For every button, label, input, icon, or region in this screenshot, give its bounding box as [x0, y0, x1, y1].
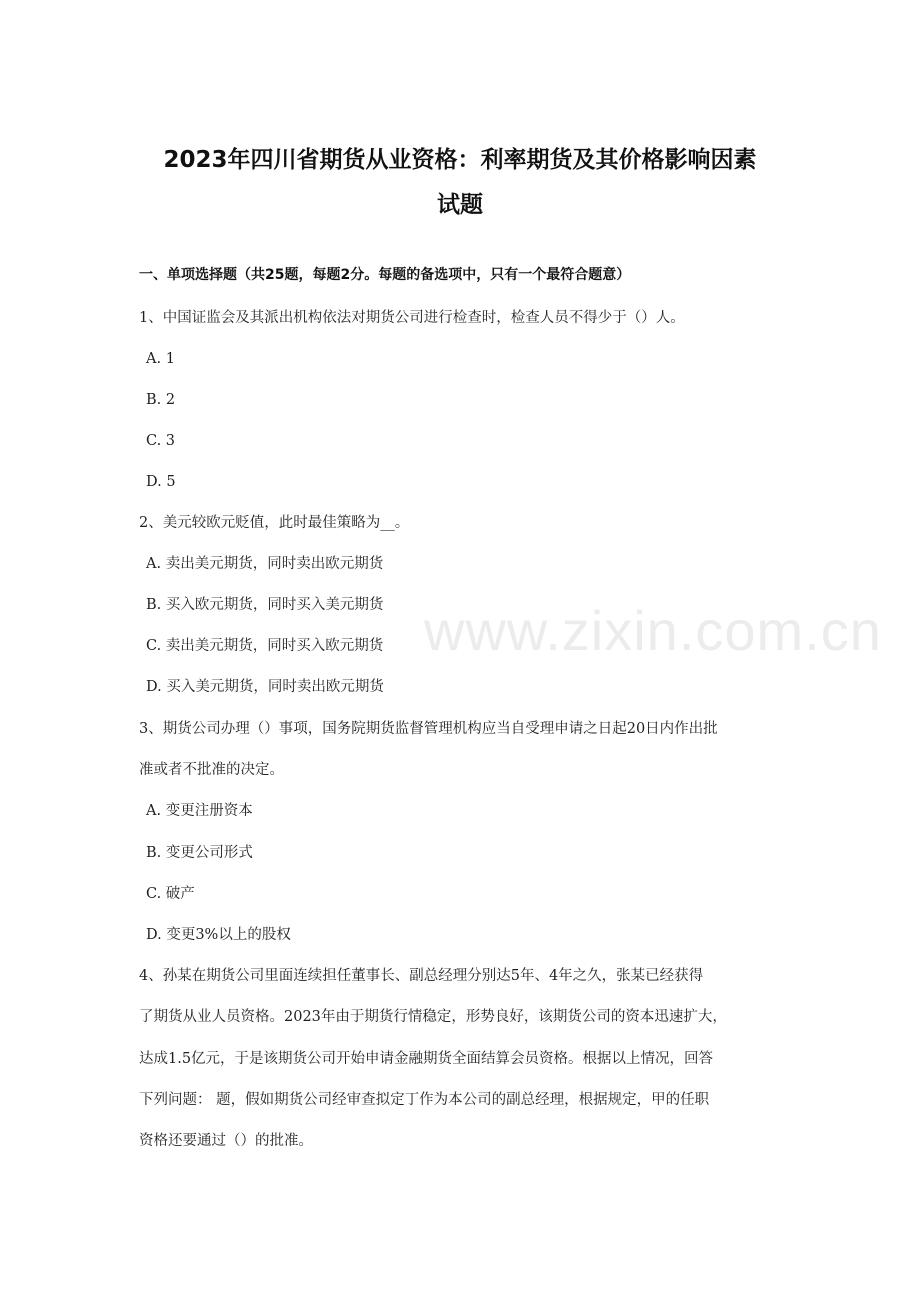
- question-2-option-a: A. 卖出美元期货，同时卖出欧元期货: [146, 556, 384, 572]
- question-4-text-line-2: 了期货从业人员资格。2023年由于期货行情稳定，形势良好，该期货公司的资本迅速扩大，: [139, 1009, 727, 1025]
- question-3-text: 3、期货公司办理（）事项，国务院期货监督管理机构应当自受理申请之日起20日内作出批: [139, 721, 718, 737]
- question-3-option-d: D. 变更3%以上的股权: [146, 927, 291, 943]
- document-title-continued: 试题: [437, 192, 483, 218]
- question-1-option-b: B. 2: [146, 392, 176, 408]
- question-1-option-d: D. 5: [146, 474, 176, 490]
- section-heading: 一、单项选择题（共25题，每题2分。每题的备选项中，只有一个最符合题意）: [139, 267, 631, 283]
- question-3-option-a: A. 变更注册资本: [146, 803, 253, 819]
- question-4-text-line-3: 达成1.5亿元，于是该期货公司开始申请金融期货全面结算会员资格。根据以上情况，回答: [139, 1051, 714, 1067]
- watermark: www.zixin.com.cn: [424, 599, 882, 662]
- document-title: 2023年四川省期货从业资格：利率期货及其价格影响因素: [163, 147, 757, 173]
- question-1-text: 1、中国证监会及其派出机构依法对期货公司进行检查时，检查人员不得少于（）人。: [139, 310, 685, 326]
- question-3-option-c: C. 破产: [146, 886, 195, 902]
- question-1-option-c: C. 3: [146, 433, 176, 449]
- question-3-option-b: B. 变更公司形式: [146, 845, 253, 861]
- question-3-text-continued: 准或者不批准的决定。: [139, 762, 284, 778]
- question-2-option-c: C. 卖出美元期货，同时买入欧元期货: [146, 638, 384, 654]
- question-2-option-d: D. 买入美元期货，同时卖出欧元期货: [146, 679, 384, 695]
- question-1-option-a: A. 1: [146, 351, 175, 367]
- question-4-text: 4、孙某在期货公司里面连续担任董事长、副总经理分别达5年、4年之久，张某已经获得: [139, 968, 704, 984]
- question-2-option-b: B. 买入欧元期货，同时买入美元期货: [146, 597, 384, 613]
- question-4-text-line-4: 下列问题： 题，假如期货公司经审查拟定丁作为本公司的副总经理，根据规定，甲的任职: [139, 1092, 710, 1108]
- question-2-text: 2、美元较欧元贬值，此时最佳策略为__。: [139, 515, 410, 531]
- question-4-text-line-5: 资格还要通过（）的批准。: [139, 1133, 313, 1149]
